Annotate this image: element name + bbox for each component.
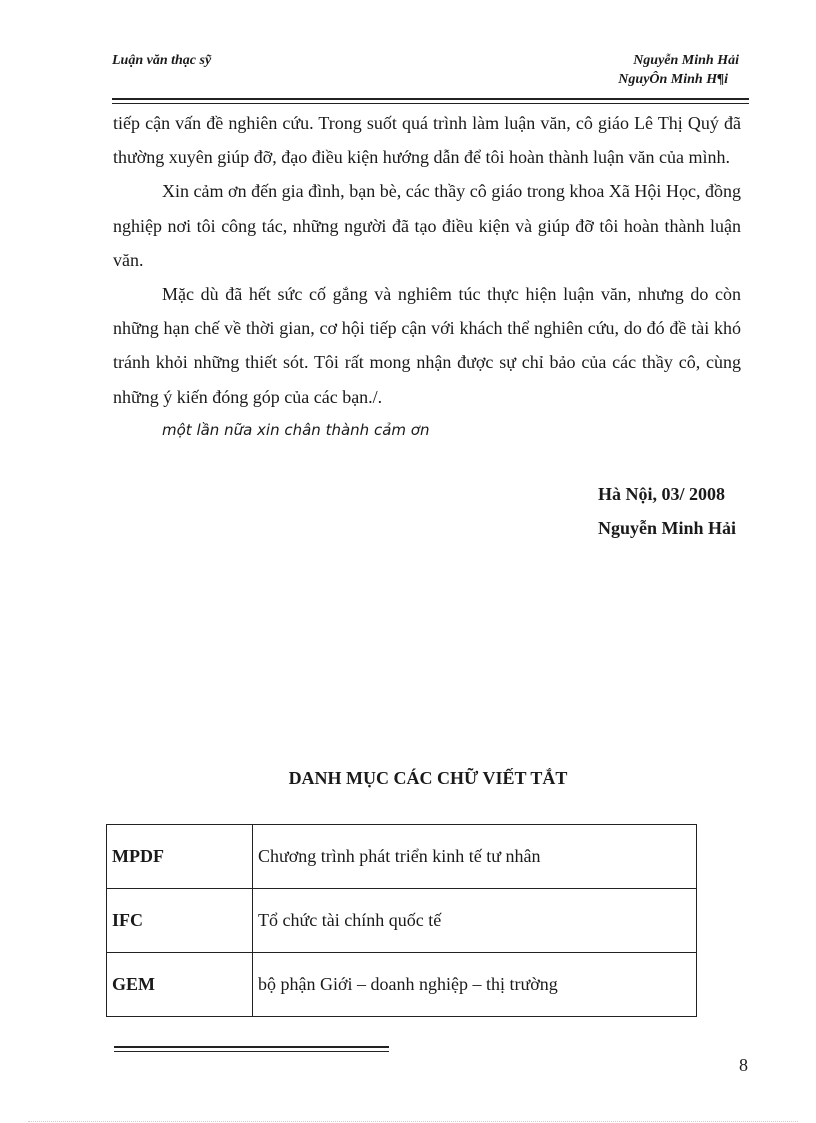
header-thesis-type: Luận văn thạc sỹ xyxy=(112,53,212,68)
paragraph-limitations: Mặc dù đã hết sức cố gắng và nghiêm túc thực hiện luận văn, nhưng do còn những hạn chế về thời gian, cơ hội tiếp cận với khách thể nghiên cứu, do đó đề tài khó tránh khỏi những thiết sót. Tôi rất mong nhận được sự chỉ bảo của các thầy cô, cùng những ý kiến đóng góp của các bạn./. xyxy=(113,284,741,407)
closing-thanks-line: một lần nữa xin chân thành cảm ơn xyxy=(162,420,430,439)
page-bottom-edge xyxy=(28,1121,798,1122)
abbr-meaning: Chương trình phát triển kinh tế tư nhân xyxy=(253,825,697,889)
abbr-meaning: Tổ chức tài chính quốc tế xyxy=(253,889,697,953)
header-author-name: Nguyễn Minh Hải xyxy=(633,53,739,68)
table-row xyxy=(107,889,697,953)
abbreviations-title: DANH MỤC CÁC CHỮ VIẾT TẮT xyxy=(288,768,568,788)
page-number: 8 xyxy=(739,1055,748,1075)
paragraph-continued: tiếp cận vấn đề nghiên cứu. Trong suốt quá trình làm luận văn, cô giáo Lê Thị Quý đã thường xuyên giúp đỡ, đạo điều kiện hướng dẫn để tôi hoàn thành luận văn của mình. xyxy=(113,113,741,168)
footer-rule-thick xyxy=(114,1046,389,1048)
header-rule-thin xyxy=(112,103,749,104)
header-rule-thick xyxy=(112,98,749,100)
footer-rule-thin xyxy=(114,1051,389,1052)
signature-date: Hà Nội, 03/ 2008 xyxy=(598,484,726,504)
abbr-code: MPDF xyxy=(107,825,253,889)
signature-name: Nguyễn Minh Hải xyxy=(598,518,737,538)
abbr-code: IFC xyxy=(107,889,253,953)
abbr-meaning: bộ phận Giới – doanh nghiệp – thị trường xyxy=(253,953,697,1017)
header-author-name-garbled: NguyÔn Minh H¶i xyxy=(618,72,728,87)
paragraph-thanks-family: Xin cảm ơn đến gia đình, bạn bè, các thầy cô giáo trong khoa Xã Hội Học, đồng nghiệp nơi tôi công tác, những người đã tạo điều kiện và giúp đỡ tôi hoàn thành luận văn. xyxy=(113,181,741,270)
acknowledgement-body xyxy=(113,106,741,446)
table-row xyxy=(107,825,697,889)
abbr-code: GEM xyxy=(107,953,253,1017)
table-row xyxy=(107,953,697,1017)
abbreviations-table xyxy=(106,824,697,1017)
